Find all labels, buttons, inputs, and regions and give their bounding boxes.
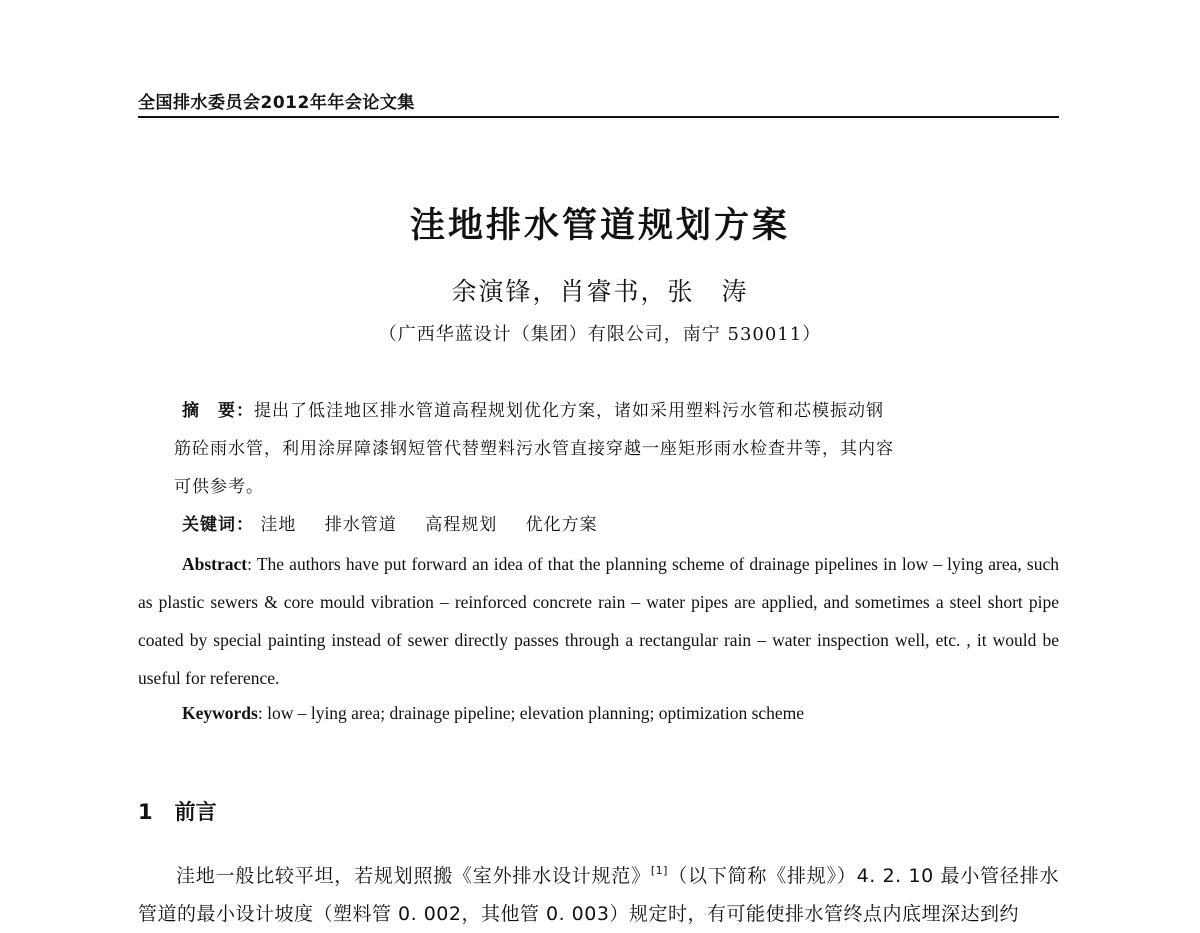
english-keywords-text: low – lying area; drainage pipeline; elevation planning; optimization scheme [262, 703, 805, 723]
chinese-keywords-label: 关键词： [182, 515, 254, 535]
english-abstract-label: Abstract [182, 554, 248, 574]
body-text-part-1: 洼地一般比较平坦，若规划照搬《室外排水设计规范》 [176, 865, 651, 887]
english-keywords-label: Keywords [182, 703, 258, 723]
section-heading [138, 796, 217, 826]
running-header: 全国排水委员会2012年年会论文集 [138, 93, 415, 113]
chinese-abstract-label: 摘 要： [182, 401, 254, 421]
english-keywords-separator: : [257, 703, 263, 723]
chinese-abstract-line-2: 筋砼雨水管，利用涂屏障漆钢短管代替塑料污水管直接穿越一座矩形雨水检查井等，其内容 [174, 439, 894, 459]
section-number: 1 [138, 800, 153, 824]
chinese-keyword: 排水管道 [324, 515, 397, 535]
chinese-keywords [182, 510, 620, 535]
body-paragraph [138, 852, 1059, 933]
english-abstract-text: The authors have put forward an idea of that the planning scheme of drainage pipelines in low – lying area, such as plastic sewers & core mould vibration – reinforced concrete rain – water pipes are applied, and sometimes a steel short pipe coated by special painting instead of sewer directly passes through a rectangular rain – water inspection well, etc. , it would be useful for reference. [138, 554, 1059, 688]
header-rule [138, 116, 1059, 118]
chinese-abstract [174, 392, 1032, 506]
paper-authors: 余演锋，肖睿书，张 涛 [451, 277, 749, 306]
chinese-keyword: 高程规划 [425, 515, 498, 535]
chinese-abstract-line-1 [182, 392, 1032, 430]
chinese-keyword: 洼地 [260, 515, 297, 535]
chinese-abstract-text-1: 提出了低洼地区排水管道高程规划优化方案，诸如采用塑料污水管和芯模振动钢 [254, 401, 884, 421]
reference-mark: [1] [650, 864, 668, 877]
paper-title: 洼地排水管道规划方案 [409, 206, 790, 246]
body-text-part-2: （以下简称《排规》）4. 2. 10 最小管径排水管道的最小设计坡度（塑料管 0. 002，其他管 0. 003）规定时，有可能使排水管终点内底埋深达到约 [138, 865, 1059, 925]
english-abstract-separator: : [247, 554, 252, 574]
chinese-keyword: 优化方案 [525, 515, 598, 535]
english-keywords [182, 703, 804, 724]
paper-affiliation: （广西华蓝设计（集团）有限公司，南宁 530011） [378, 324, 822, 345]
chinese-abstract-line-3: 可供参考。 [174, 477, 264, 497]
english-abstract [138, 545, 1059, 697]
section-title: 前言 [174, 800, 217, 824]
